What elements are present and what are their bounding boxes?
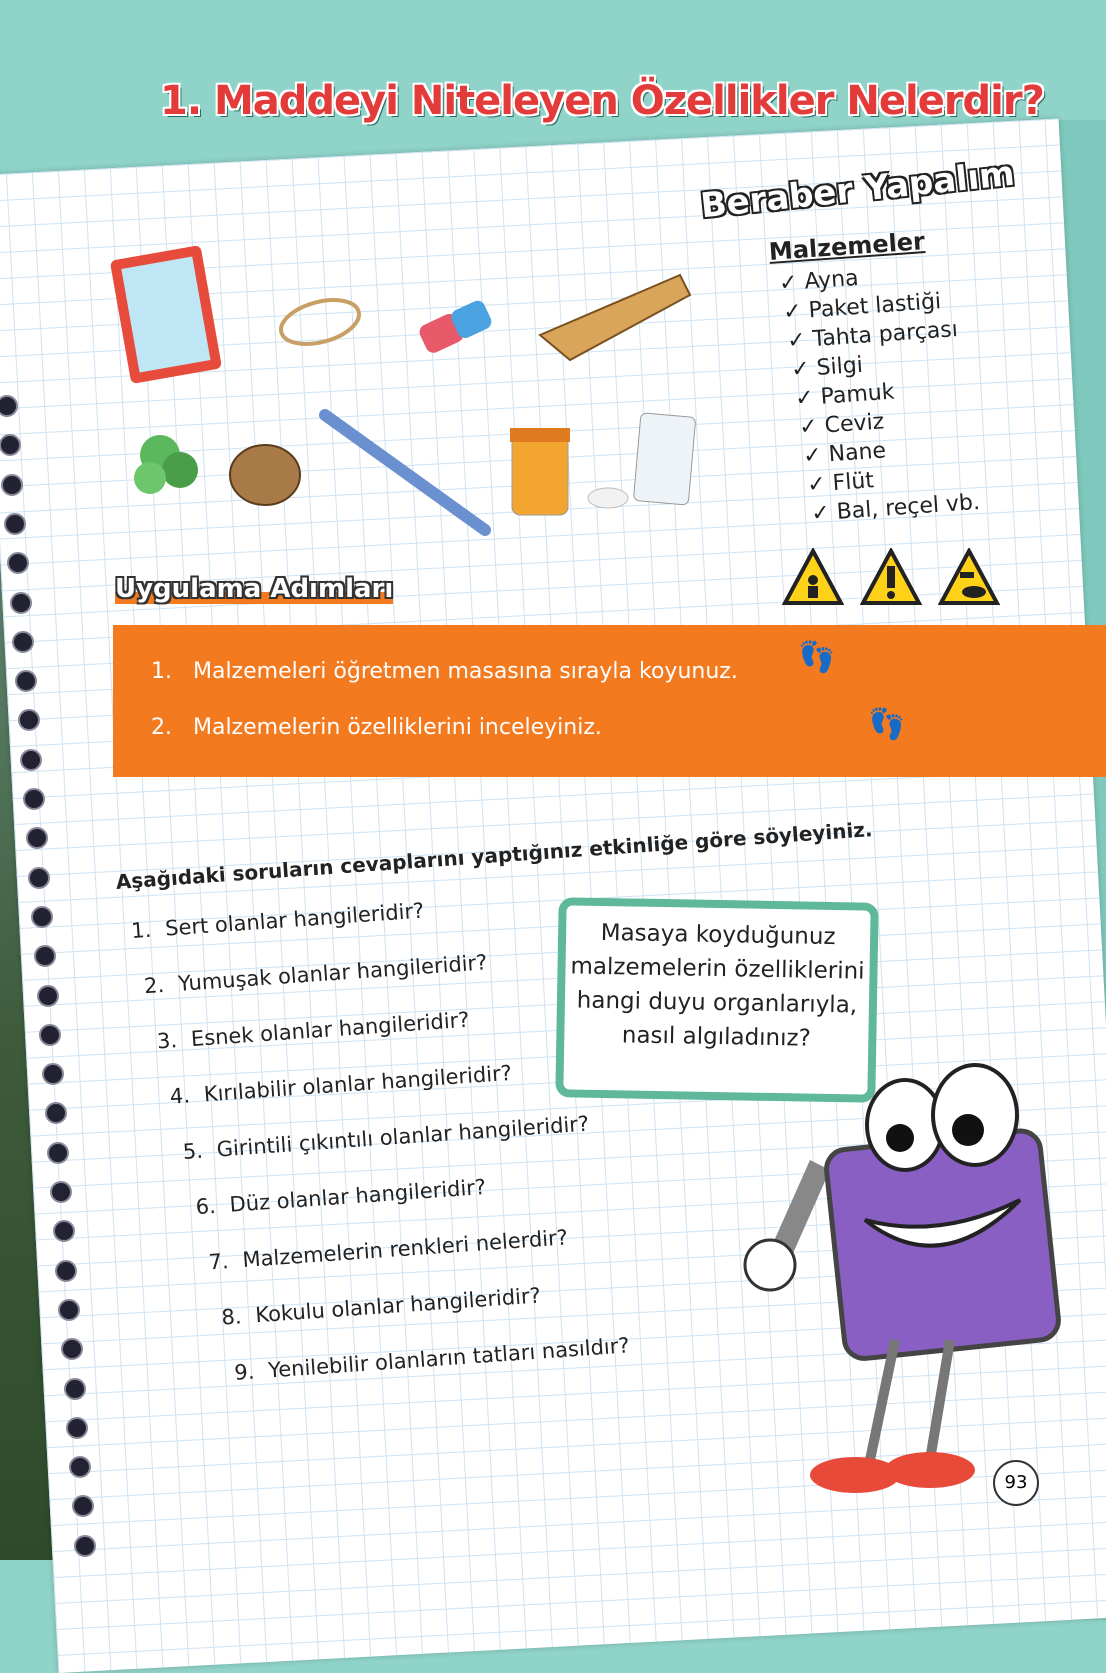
mint-icon (134, 435, 198, 494)
step-2: 2. Malzemelerin özelliklerini inceleyiniz. (151, 715, 602, 740)
question-item: 2. Yumuşak olanlar hangileridir? (143, 950, 489, 999)
check-icon: ✓ (782, 298, 803, 326)
footprints-icon: 👣 (868, 707, 906, 742)
binding-ring (7, 552, 29, 574)
binding-ring (34, 945, 56, 967)
steps-heading: Uygulama Adımları (115, 574, 394, 604)
question-item: 6. Düz olanlar hangileridir? (194, 1174, 487, 1220)
binding-ring (15, 670, 37, 692)
eraser-icon (417, 298, 494, 355)
material-item: ✓ Nane (802, 438, 887, 470)
material-item: ✓ Tahta parçası (786, 317, 959, 354)
material-item: ✓ Silgi (790, 352, 864, 383)
mirror-icon (110, 245, 222, 384)
check-icon: ✓ (810, 500, 831, 527)
binding-ring (45, 1102, 67, 1124)
material-item: ✓ Pamuk (794, 379, 896, 412)
binding-ring (42, 1063, 64, 1085)
binding-ring (69, 1456, 91, 1478)
check-icon: ✓ (802, 442, 823, 470)
binding-ring (50, 1181, 72, 1203)
binding-ring (12, 631, 34, 653)
question-item: 9. Yenilebilir olanların tatları nasıldır? (233, 1333, 631, 1385)
speech-bubble: Masaya koyduğunuz malzemelerin özelliklerini hangi duyu organlarıyla, nasıl algıladınız? (555, 897, 878, 1103)
check-icon: ✓ (786, 327, 807, 354)
child-warning-icon (782, 548, 844, 606)
question-item: 3. Esnek olanlar hangileridir? (156, 1007, 471, 1054)
binding-ring (10, 592, 32, 614)
binding-ring (1, 474, 23, 496)
binding-ring (61, 1338, 83, 1360)
binding-ring (47, 1142, 69, 1164)
binding-ring (66, 1417, 88, 1439)
cotton-icon (588, 488, 628, 508)
page-title: 1. Maddeyi Niteleyen Özellikler Nelerdir? (160, 78, 1044, 124)
material-item: ✓ Flüt (806, 468, 875, 498)
tablet-mascot (730, 1010, 1090, 1530)
material-item: ✓ Ayna (778, 265, 860, 297)
binding-ring (18, 709, 40, 731)
footprints-icon: 👣 (798, 640, 836, 675)
check-icon: ✓ (794, 385, 815, 412)
binding-ring (39, 1024, 61, 1046)
check-icon: ✓ (790, 356, 811, 383)
material-item: ✓ Bal, reçel vb. (810, 489, 981, 527)
question-item: 7. Malzemelerin renkleri nelerdir? (207, 1225, 569, 1275)
binding-ring (31, 906, 53, 928)
instruction-text: Aşağıdaki soruların cevaplarını yaptığınız etkinliğe göre söyleyiniz. (115, 817, 874, 894)
question-item: 4. Kırılabilir olanlar hangileridir? (169, 1060, 513, 1109)
materials-illustrations (100, 240, 740, 550)
wood-plank-icon (540, 275, 690, 360)
wash-hands-icon (938, 548, 1000, 606)
binding-ring (53, 1220, 75, 1242)
binding-ring (23, 788, 45, 810)
question-item: 8. Kokulu olanlar hangileridir? (220, 1283, 542, 1330)
question-item: 5. Girintili çıkıntılı olanlar hangileridir? (181, 1111, 590, 1164)
binding-ring (28, 867, 50, 889)
page-number: 93 (993, 1460, 1039, 1506)
flute-icon (325, 415, 485, 530)
binding-ring (4, 513, 26, 535)
steps-band (113, 625, 1106, 777)
section-label: Beraber Yapalım (698, 153, 1017, 227)
binding-ring (26, 827, 48, 849)
question-item: 1. Sert olanlar hangileridir? (130, 898, 425, 943)
binding-ring (37, 985, 59, 1007)
check-icon: ✓ (798, 414, 819, 441)
material-item: ✓ Ceviz (798, 409, 885, 441)
walnut-icon (230, 445, 300, 505)
material-item: ✓ Paket lastiği (782, 289, 942, 326)
honey-jar-icon (510, 428, 570, 515)
binding-ring (20, 749, 42, 771)
check-icon: ✓ (778, 270, 799, 297)
cotton-bag-icon (633, 413, 695, 505)
materials-heading: Malzemeler (768, 227, 926, 266)
binding-ring (58, 1299, 80, 1321)
step-1: 1. Malzemeleri öğretmen masasına sırayla koyunuz. (151, 659, 738, 684)
binding-ring (72, 1495, 94, 1517)
materials-list (768, 225, 981, 531)
binding-ring (64, 1378, 86, 1400)
rubber-band-icon (276, 292, 364, 351)
binding-ring (74, 1535, 96, 1557)
check-icon: ✓ (806, 471, 827, 498)
caution-icon (860, 548, 922, 606)
binding-ring (55, 1260, 77, 1282)
